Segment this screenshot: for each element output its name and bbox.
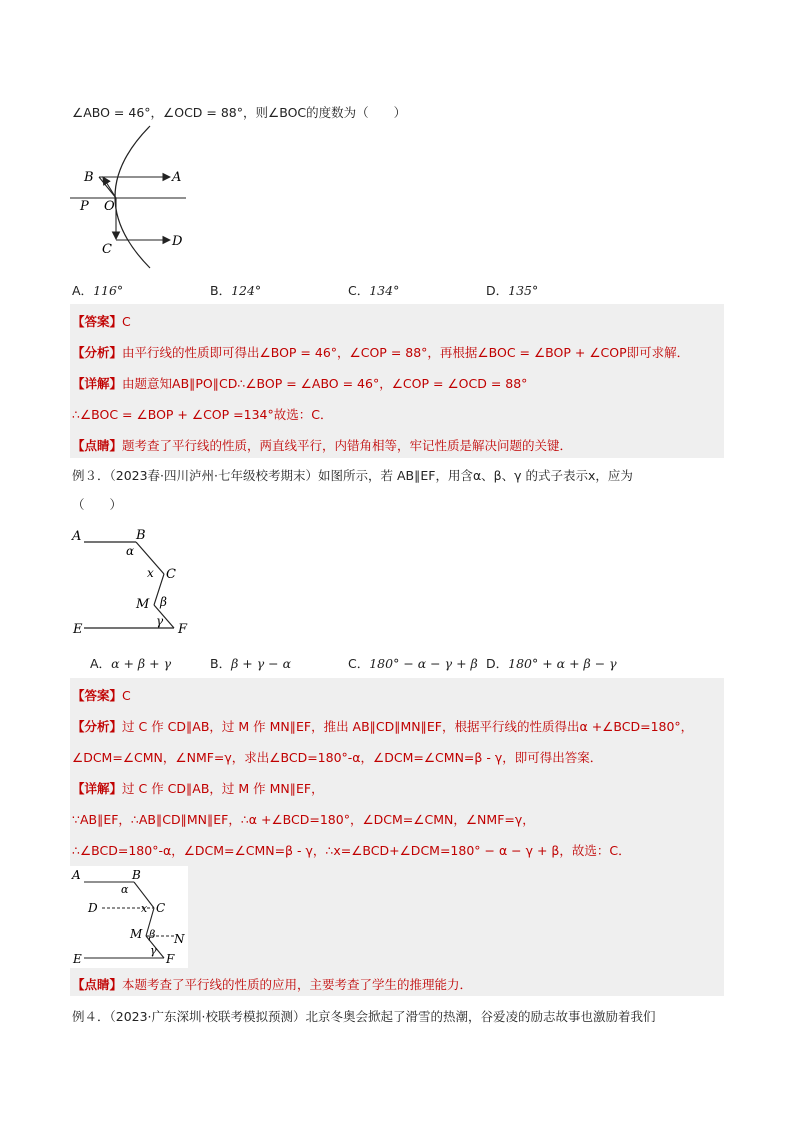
- aux-label-M: M: [130, 927, 143, 941]
- figure-zigzag: [70, 522, 200, 640]
- label-beta: β: [160, 595, 167, 609]
- q2-option-c: C．134°: [348, 283, 400, 298]
- q3-detail-step3: ∴∠BCD=180°-α，∠DCM=∠CMN=β - γ，∴x=∠BCD+∠DCM=180° − α − γ + β，故选：C．: [72, 843, 631, 858]
- label-A: A: [172, 170, 182, 185]
- label-D: D: [172, 234, 183, 249]
- q3-answer: 【答案】C: [72, 688, 131, 703]
- figure-zigzag-aux: [70, 866, 188, 968]
- label-B: B: [84, 170, 94, 185]
- aux-label-alpha: α: [121, 883, 129, 896]
- label-C: C: [102, 242, 112, 257]
- label-alpha: α: [126, 544, 135, 558]
- aux-label-gamma: γ: [150, 944, 157, 957]
- q2-option-d: D．135°: [486, 283, 539, 298]
- aux-label-F: F: [166, 952, 175, 966]
- label-F: F: [178, 622, 188, 637]
- figure-parabola: [70, 122, 200, 274]
- q3-option-c: C．180° − α − γ + β: [348, 656, 478, 671]
- q3-analysis-cont: ∠DCM=∠CMN，∠NMF=γ，求出∠BCD=180°-α，∠DCM=∠CMN=β - γ，即可得出答案．: [72, 750, 603, 765]
- aux-label-D: D: [88, 901, 98, 915]
- aux-label-C: C: [156, 901, 166, 915]
- q4-stem: 例４．（2023·广东深圳·校联考模拟预测）北京冬奥会掀起了滑雪的热潮，谷爱凌的励志故事也激励着我们: [72, 1009, 656, 1024]
- q3-option-a: A．α + β + γ: [90, 656, 172, 671]
- label-A: A: [72, 529, 82, 544]
- q3-stem: 例３．（2023春·四川泸州·七年级校考期末）如图所示，若 AB∥EF，用含α、β、γ 的式子表示x，应为: [72, 468, 633, 483]
- q3-option-d: D．180° + α + β − γ: [486, 656, 617, 671]
- q2-option-b: B．124°: [210, 283, 262, 298]
- aux-label-beta: β: [149, 928, 156, 941]
- label-B: B: [136, 528, 146, 543]
- q3-detail-step2: ∵AB∥EF，∴AB∥CD∥MN∥EF，∴α +∠BCD=180°，∠DCM=∠CMN，∠NMF=γ，: [72, 812, 535, 827]
- label-M: M: [136, 597, 150, 612]
- q3-stem-bracket: （ ）: [72, 497, 123, 512]
- label-C: C: [166, 567, 176, 582]
- aux-label-N: N: [174, 932, 185, 946]
- q2-stem: ∠ABO = 46°，∠OCD = 88°，则∠BOC的度数为（ ）: [72, 105, 407, 120]
- q2-option-a: A．116°: [72, 283, 124, 298]
- aux-label-B: B: [132, 868, 141, 882]
- q3-option-b: B．β + γ − α: [210, 656, 292, 671]
- q3-detail: 【详解】过 C 作 CD∥AB，过 M 作 MN∥EF，: [72, 781, 324, 796]
- label-E: E: [73, 622, 83, 637]
- label-gamma: γ: [156, 614, 164, 628]
- q3-analysis: 【分析】过 C 作 CD∥AB，过 M 作 MN∥EF，推出 AB∥CD∥MN∥EF，根据平行线的性质得出α +∠BCD=180°，: [72, 719, 694, 734]
- aux-label-x: x: [141, 902, 148, 915]
- label-O: O: [104, 199, 115, 214]
- label-P: P: [80, 199, 89, 214]
- q2-detail: 【详解】由题意知AB∥PO∥CD∴∠BOP = ∠ABO = 46°，∠COP = ∠OCD = 88°: [72, 376, 528, 391]
- q3-comment: 【点睛】本题考查了平行线的性质的应用，主要考查了学生的推理能力．: [72, 977, 473, 992]
- q2-detail-conclusion: ∴∠BOC = ∠BOP + ∠COP =134°故选：C．: [72, 407, 333, 422]
- q2-answer: 【答案】C: [72, 314, 131, 329]
- aux-label-A: A: [72, 868, 81, 882]
- label-x: x: [147, 566, 154, 580]
- q2-analysis: 【分析】由平行线的性质即可得出∠BOP = 46°，∠COP = 88°，再根据∠BOC = ∠BOP + ∠COP即可求解．: [72, 345, 690, 360]
- aux-label-E: E: [73, 952, 82, 966]
- q2-comment: 【点睛】题考查了平行线的性质，两直线平行，内错角相等，牢记性质是解决问题的关键．: [72, 438, 573, 453]
